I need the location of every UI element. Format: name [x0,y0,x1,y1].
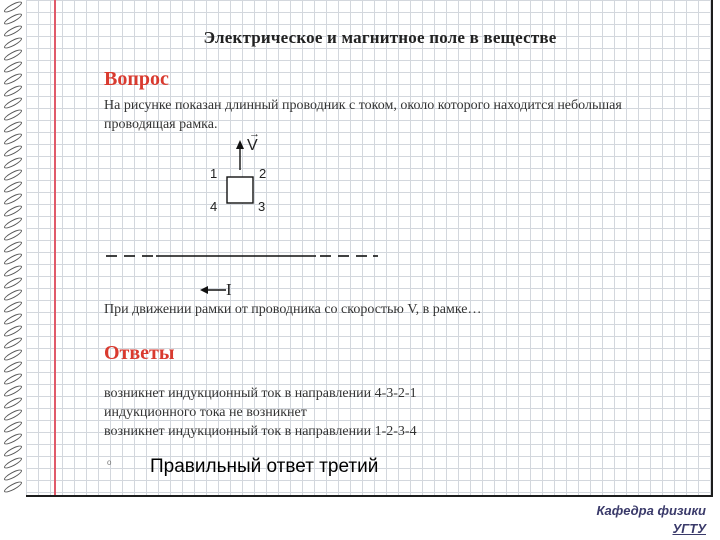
question-heading: Вопрос [104,68,169,90]
spiral-ring [3,468,23,483]
spiral-ring [3,216,23,231]
spiral-ring [3,156,23,171]
spiral-ring [3,48,23,63]
answer-option-1[interactable]: возникнет индукционный ток в направлении 4-3-2-1 [104,386,417,401]
spiral-ring [3,72,23,87]
spiral-ring [3,408,23,423]
correct-answer-note: Правильный ответ третий [150,456,379,477]
spiral-ring [3,372,23,387]
spiral-ring [3,480,23,495]
spiral-ring [3,12,23,27]
spiral-ring [3,288,23,303]
slide-frame-bottom [26,495,712,497]
question-text: На рисунке показан длинный проводник с током, около которого находится небольшая проводящая рамка. [104,98,622,132]
spiral-ring [3,396,23,411]
spiral-ring [3,0,23,14]
answer-option-3[interactable]: возникнет индукционный ток в направлении 1-2-3-4 [104,424,417,439]
spiral-ring [3,444,23,459]
notebook-spiral [0,0,26,496]
corner-label-1: 1 [210,166,218,181]
university-name: УГТУ [672,521,706,536]
spiral-ring [3,420,23,435]
spiral-ring [3,264,23,279]
spiral-ring [3,204,23,219]
spiral-ring [3,432,23,447]
spiral-ring [3,84,23,99]
spiral-ring [3,192,23,207]
footer-credit [597,502,706,538]
spiral-ring [3,96,23,111]
small-marker: о [107,458,112,467]
corner-label-4: 4 [210,199,218,214]
spiral-ring [3,108,23,123]
spiral-ring [3,312,23,327]
answers-list [104,384,664,441]
spiral-ring [3,456,23,471]
corner-label-2: 2 [259,166,267,181]
spiral-ring [3,360,23,375]
spiral-ring [3,300,23,315]
spiral-ring [3,132,23,147]
spiral-ring [3,324,23,339]
vector-arrow-icon: → [249,128,260,140]
spiral-ring [3,60,23,75]
department-name: Кафедра физики [596,503,706,518]
spiral-ring [3,252,23,267]
spiral-ring [3,348,23,363]
question-prompt: При движении рамки от проводника со скоростью V, в рамке… [104,302,482,317]
answer-option-2[interactable]: индукционного тока не возникнет [104,405,307,420]
corner-label-3: 3 [258,199,266,214]
notebook-margin-line [54,0,56,496]
spiral-ring [3,180,23,195]
spiral-ring [3,120,23,135]
spiral-ring [3,144,23,159]
current-label: I [226,280,232,299]
spiral-ring [3,228,23,243]
spiral-ring [3,336,23,351]
spiral-ring [3,240,23,255]
answers-heading: Ответы [104,342,175,364]
spiral-ring [3,168,23,183]
slide-frame-right [711,0,713,497]
slide-title: Электрическое и магнитное поле в веществе [203,28,557,47]
spiral-ring [3,384,23,399]
velocity-label: → V [247,128,260,154]
spiral-ring [3,276,23,291]
